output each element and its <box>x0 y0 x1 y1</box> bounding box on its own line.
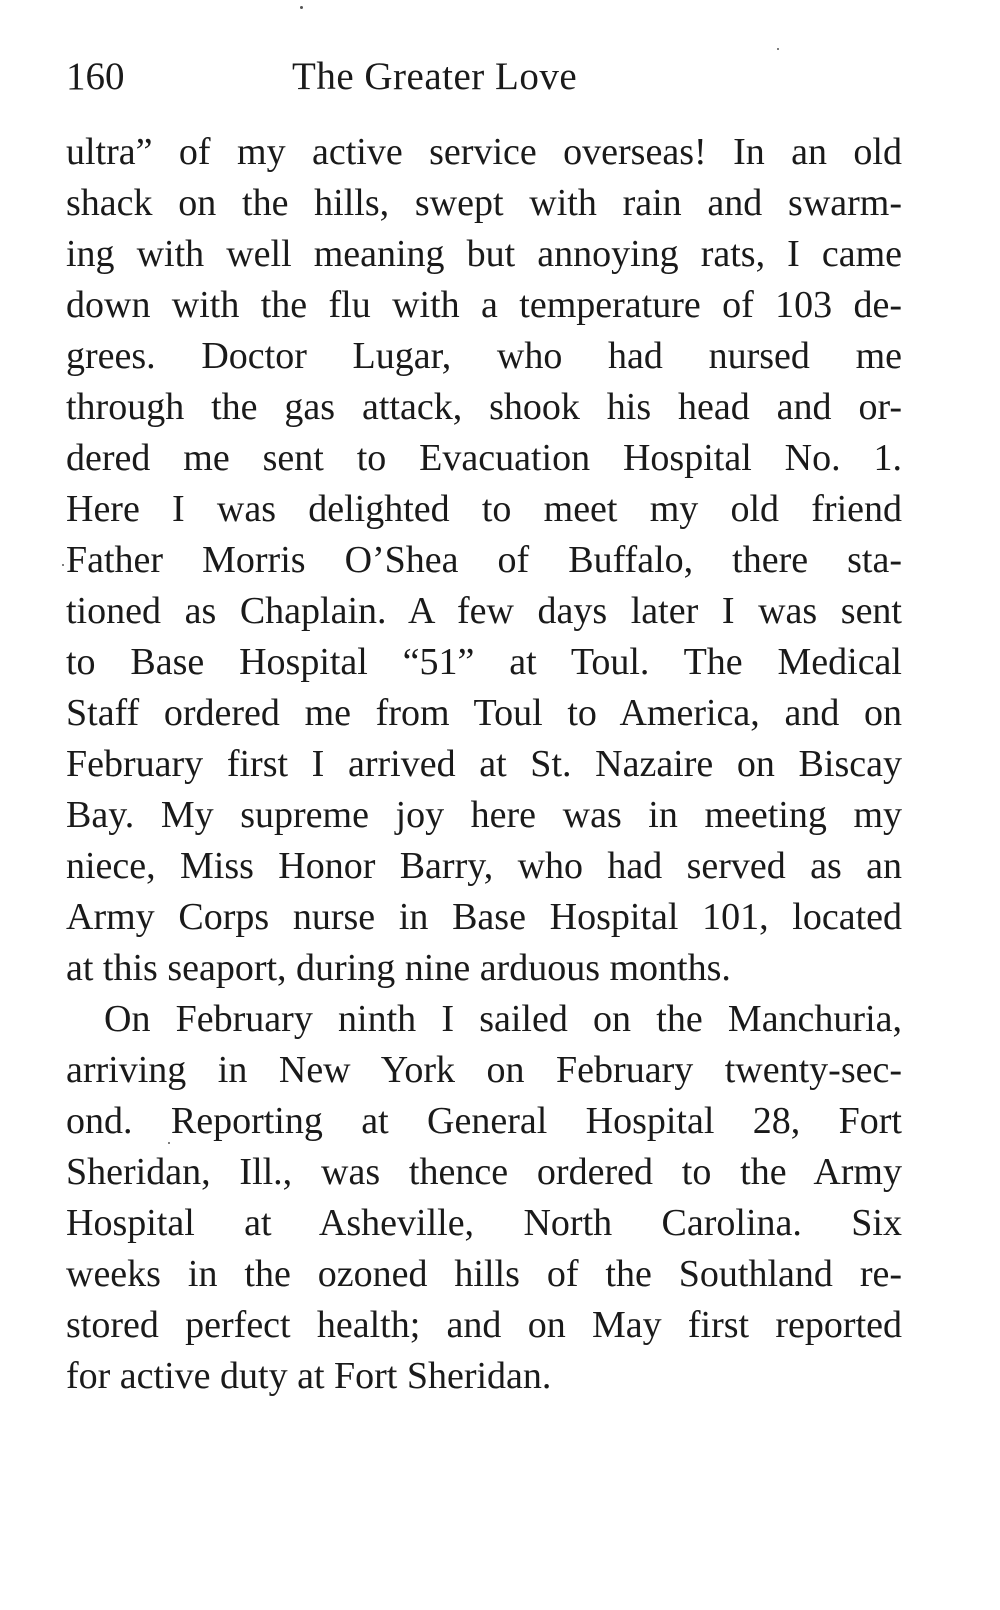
print-speck <box>777 48 779 50</box>
text-line: tioned as Chaplain. A few days later I was sent <box>66 590 902 632</box>
text-line: On February ninth I sailed on the Manchuria, <box>104 998 902 1040</box>
text-line: Hospital at Asheville, North Carolina. Six <box>66 1202 902 1244</box>
text-line: Here I was delighted to meet my old friend <box>66 488 902 530</box>
text-line: February first I arrived at St. Nazaire on Biscay <box>66 743 902 785</box>
text-line: shack on the hills, swept with rain and swarm- <box>66 182 902 224</box>
page-number: 160 <box>66 55 125 98</box>
text-line: Bay. My supreme joy here was in meeting my <box>66 794 902 836</box>
text-line: through the gas attack, shook his head and or- <box>66 386 902 428</box>
text-line: for active duty at Fort Sheridan. <box>66 1355 552 1397</box>
text-line: down with the flu with a temperature of 103 de- <box>66 284 902 326</box>
print-speck <box>62 564 64 566</box>
text-line: Father Morris O’Shea of Buffalo, there sta- <box>66 539 902 581</box>
text-line: ultra” of my active service overseas! In an old <box>66 131 902 173</box>
text-line: ond. Reporting at General Hospital 28, Fort <box>66 1100 902 1142</box>
text-line: to Base Hospital “51” at Toul. The Medical <box>66 641 902 683</box>
print-speck <box>168 1142 170 1144</box>
text-line: niece, Miss Honor Barry, who had served as an <box>66 845 902 887</box>
text-line: Sheridan, Ill., was thence ordered to the Army <box>66 1151 902 1193</box>
text-line: dered me sent to Evacuation Hospital No. 1. <box>66 437 902 479</box>
text-line: grees. Doctor Lugar, who had nursed me <box>66 335 902 377</box>
text-line: Army Corps nurse in Base Hospital 101, located <box>66 896 902 938</box>
print-speck <box>300 6 303 9</box>
text-line: ing with well meaning but annoying rats, I came <box>66 233 902 275</box>
text-line: weeks in the ozoned hills of the Southland re- <box>66 1253 902 1295</box>
text-line: Staff ordered me from Toul to America, and on <box>66 692 902 734</box>
text-line: stored perfect health; and on May first reported <box>66 1304 902 1346</box>
text-line: arriving in New York on February twenty-sec- <box>66 1049 902 1091</box>
page-header <box>66 52 936 102</box>
text-line: at this seaport, during nine arduous months. <box>66 947 731 989</box>
running-title: The Greater Love <box>292 55 578 98</box>
